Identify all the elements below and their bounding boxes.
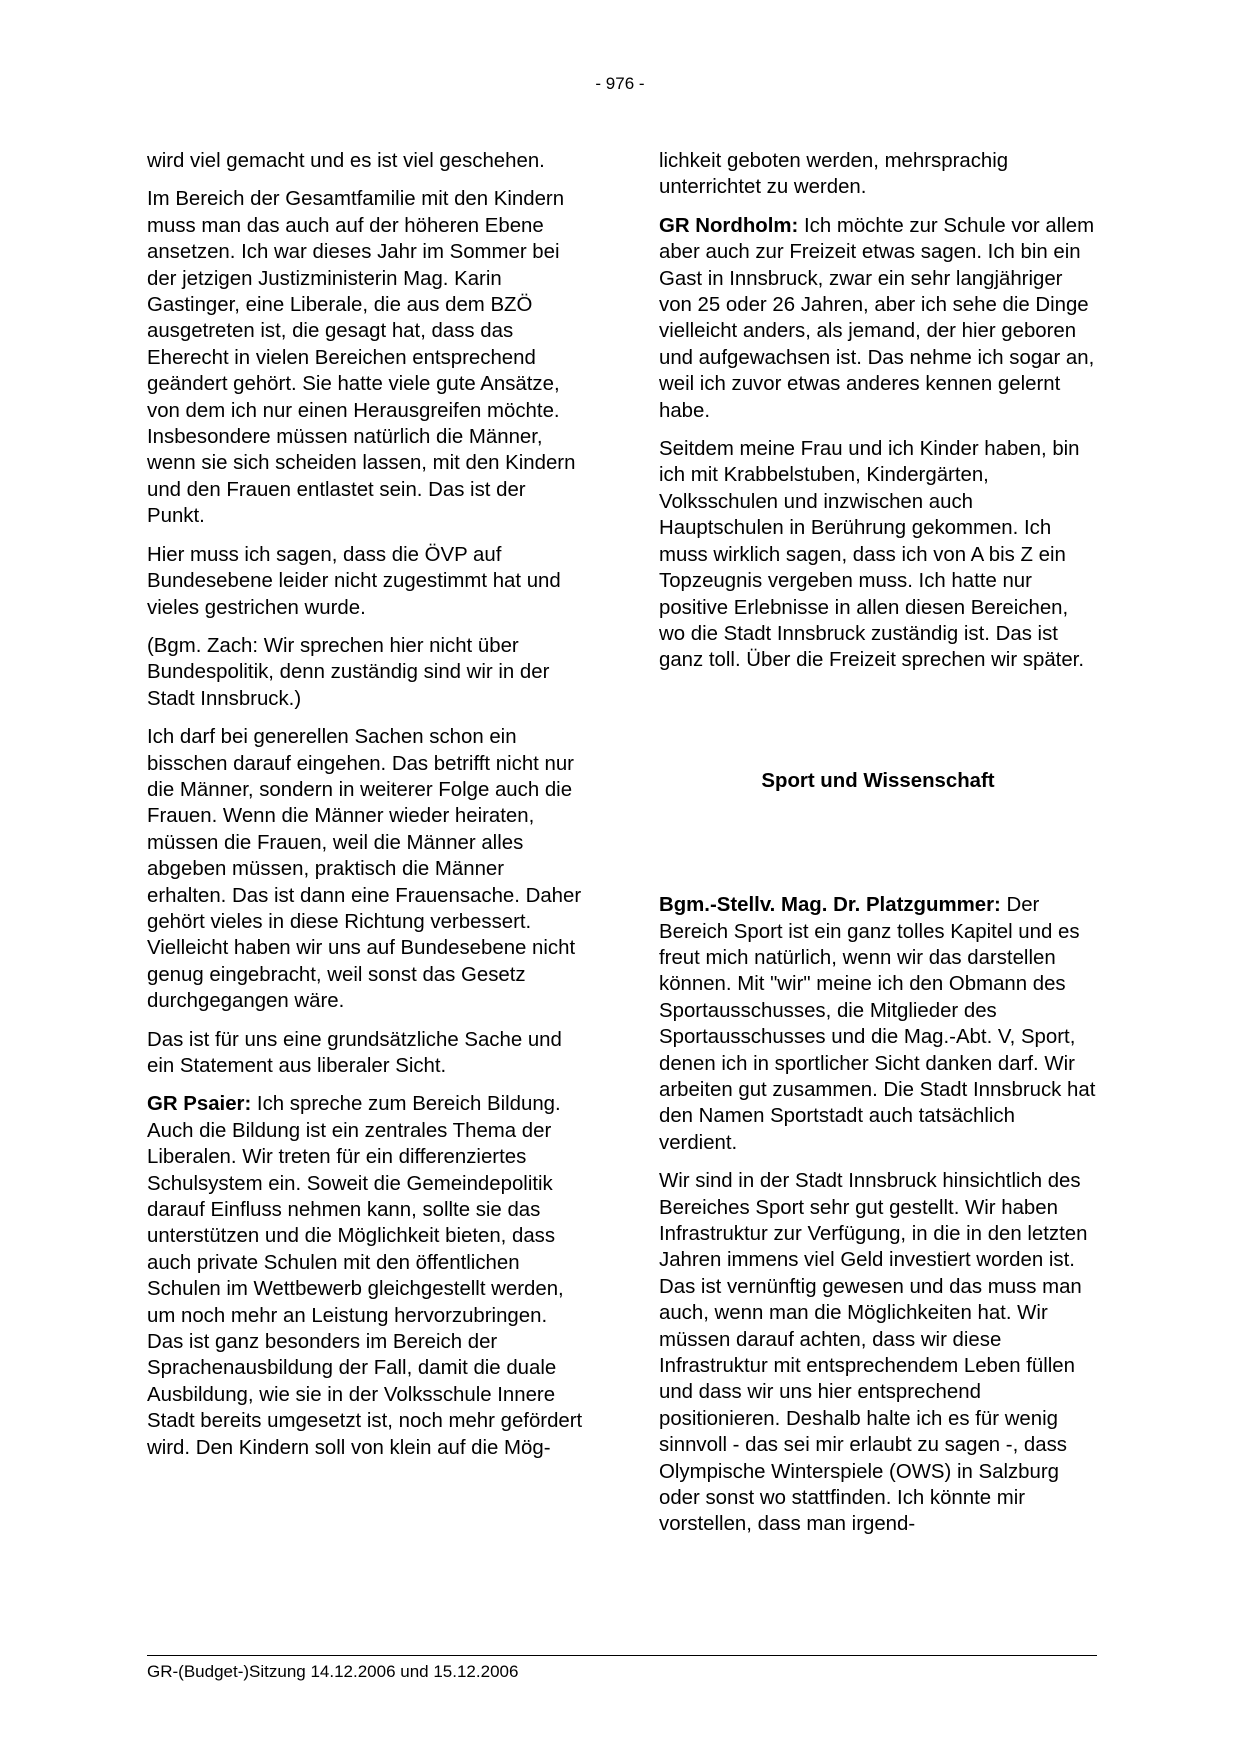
paragraph: Im Bereich der Gesamtfamilie mit den Kindern muss man das auch auf der höheren Ebene ansetzen. Ich war dieses Jahr im Sommer bei der jetzigen Justizministerin Mag. Karin Gastinger, eine Liberale, die aus dem BZÖ ausgetreten ist, die gesagt hat, dass das Eherecht in vielen Bereichen entsprechend geändert gehört. Sie hatte viele gute Ansätze, von dem ich nur einen Herausgreifen möchte. Insbesondere müssen natürlich die Männer, wenn sie sich scheiden lassen, mit den Kindern und den Frauen entlastet sein. Das ist der Punkt. [147, 188, 576, 528]
footer-divider [147, 1655, 1097, 1656]
speaker-name: GR Nordholm: [659, 214, 799, 237]
page-number: - 976 - [595, 74, 645, 93]
footer-session-label: GR-(Budget-)Sitzung 14.12.2006 und 15.12.2006 [147, 1662, 519, 1681]
right-column [659, 148, 1097, 1550]
speech-platzgummer [659, 892, 1097, 1156]
speech-text: Der Bereich Sport ist ein ganz tolles Kapitel und es freut mich natürlich, wenn wir das darstellen können. Mit "wir" meine ich den Obmann des Sportausschusses, die Mitglieder des Sportausschusses und die Mag.-Abt. V, Sport, denen ich in sportlicher Sicht danken darf. Wir arbeiten gut zusammen. Die Stadt Innsbruck hat den Namen Sportstadt auch tatsächlich verdient. [659, 894, 1096, 1154]
paragraph: lichkeit geboten werden, mehrsprachig unterrichtet zu werden. [659, 150, 1009, 199]
speech-text: Ich möchte zur Schule vor allem aber auch zur Freizeit etwas sagen. Ich bin ein Gast in Innsbruck, zwar ein sehr langjähriger von 25 oder 26 Jahren, aber ich sehe die Dinge vielleicht anders, als jemand, der hier geboren und aufgewachsen ist. Das nehme ich sogar an, weil ich zuvor etwas anderes kennen gelernt habe. [659, 214, 1095, 422]
paragraph: Seitdem meine Frau und ich Kinder haben, bin ich mit Krabbelstuben, Kindergärten, Volksschulen und inzwischen auch Hauptschulen in Berührung gekommen. Ich muss wirklich sagen, dass ich von A bis Z ein Topzeugnis vergeben muss. Ich hatte nur positive Erlebnisse in allen diesen Bereichen, wo die Stadt Innsbruck zuständig ist. Das ist ganz toll. Über die Freizeit sprechen wir später. [659, 438, 1084, 672]
speaker-name: GR Psaier: [147, 1093, 252, 1116]
speech-text: Ich spreche zum Bereich Bildung. Auch die Bildung ist ein zentrales Thema der Liberalen. Wir treten für ein differenziertes Schulsystem ein. Soweit die Gemeindepolitik darauf Einfluss nehmen kann, sollte sie das unterstützen und die Möglichkeit bieten, dass auch private Schulen mit den öffentlichen Schulen im Wettbewerb gleichgestellt werden, um noch mehr an Leistung hervorzubringen. Das ist ganz besonders im Bereich der Sprachenausbildung der Fall, damit die duale Ausbildung, wie sie in der Volksschule Innere Stadt bereits umgesetzt ist, noch mehr gefördert wird. Den Kindern soll von klein auf die Mög- [147, 1093, 583, 1459]
left-column [147, 148, 585, 1473]
paragraph: Hier muss ich sagen, dass die ÖVP auf Bundesebene leider nicht zugestimmt hat und vieles gestrichen wurde. [147, 543, 561, 619]
speech-psaier [147, 1091, 585, 1461]
paragraph: Das ist für uns eine grundsätzliche Sache und ein Statement aus liberaler Sicht. [147, 1028, 562, 1077]
speech-nordholm [659, 213, 1097, 424]
paragraph: Wir sind in der Stadt Innsbruck hinsichtlich des Bereiches Sport sehr gut gestellt. Wir haben Infrastruktur zur Verfügung, in die in den letzten Jahren immens viel Geld investiert worden ist. Das ist vernünftig gewesen und das muss man auch, wenn man die Möglichkeiten hat. Wir müssen darauf achten, dass wir diese Infrastruktur mit entsprechendem Leben füllen und dass wir uns hier entsprechend positionieren. Deshalb halte ich es für wenig sinnvoll - das sei mir erlaubt zu sagen -, dass Olympische Winterspiele (OWS) in Salzburg oder sonst wo stattfinden. Ich könnte mir vorstellen, dass man irgend- [659, 1170, 1088, 1536]
section-heading: Sport und Wissenschaft [761, 769, 995, 792]
speaker-name: Bgm.-Stellv. Mag. Dr. Platzgummer: [659, 894, 1001, 917]
paragraph-interjection: (Bgm. Zach: Wir sprechen hier nicht über Bundespolitik, denn zuständig sind wir in der Stadt Innsbruck.) [147, 634, 550, 710]
paragraph: wird viel gemacht und es ist viel geschehen. [147, 150, 545, 172]
paragraph: Ich darf bei generellen Sachen schon ein bisschen darauf eingehen. Das betrifft nicht nur die Männer, sondern in weiterer Folge auch die Frauen. Wenn die Männer wieder heiraten, müssen die Frauen, weil die Männer alles abgeben müssen, praktisch die Männer erhalten. Das ist dann eine Frauensache. Daher gehört vieles in diese Richtung verbessert. Vielleicht haben wir uns auf Bundesebene nicht genug eingebracht, weil sonst das Gesetz durchgegangen wäre. [147, 726, 582, 1013]
